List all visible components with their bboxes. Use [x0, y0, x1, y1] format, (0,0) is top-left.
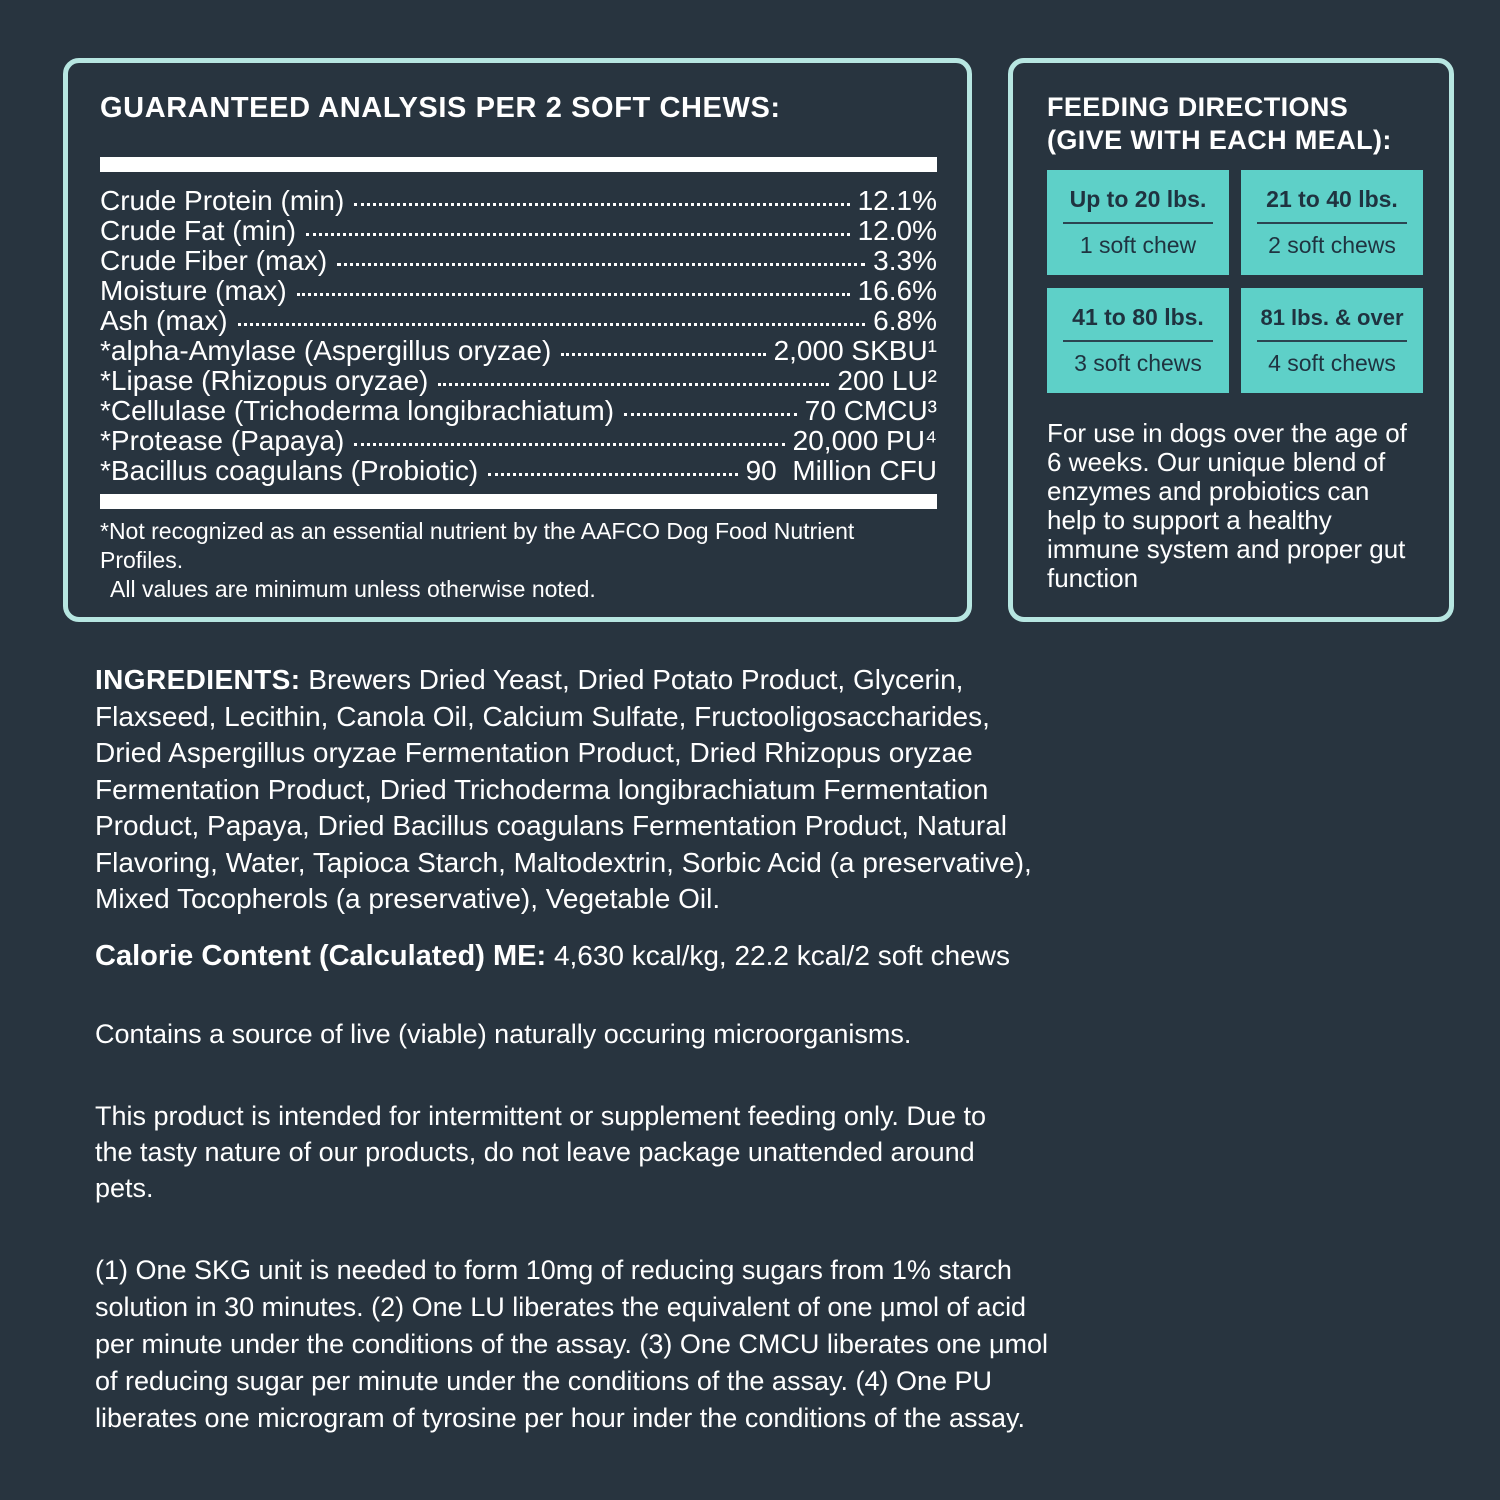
analysis-row-label: *alpha-Amylase (Aspergillus oryzae) — [100, 335, 552, 366]
dotted-leader — [624, 413, 797, 416]
calorie-label: Calorie Content (Calculated) ME: — [95, 939, 547, 972]
dotted-leader — [438, 383, 829, 386]
contains-statement: Contains a source of live (viable) naturally occuring microorganisms. — [95, 1018, 912, 1049]
calorie-content-line — [95, 940, 1170, 973]
dotted-leader — [354, 203, 849, 206]
analysis-row — [100, 456, 937, 486]
analysis-row — [100, 306, 937, 336]
analysis-row-label: *Protease (Papaya) — [100, 425, 345, 456]
feeding-directions-title: FEEDING DIRECTIONS (GIVE WITH EACH MEAL): — [1047, 92, 1392, 155]
analysis-row — [100, 216, 937, 246]
analysis-row-value: 200 LU² — [837, 365, 937, 396]
analysis-row-value: 6.8% — [873, 305, 937, 336]
feeding-box-up-to-20 — [1047, 170, 1229, 275]
box-separator — [1257, 222, 1407, 224]
ingredients-label: INGREDIENTS: — [95, 664, 301, 695]
feeding-boxes-grid — [1047, 170, 1423, 393]
dotted-leader — [238, 323, 866, 326]
analysis-row-label: *Bacillus coagulans (Probiotic) — [100, 455, 479, 486]
analysis-row — [100, 186, 937, 216]
analysis-row-value: 2,000 SKBU¹ — [773, 335, 937, 366]
chew-amount: 4 soft chews — [1268, 349, 1396, 376]
analysis-footnote-line2: All values are minimum unless otherwise noted. — [110, 576, 596, 602]
dotted-leader — [306, 233, 850, 236]
analysis-row-label: Ash (max) — [100, 305, 228, 336]
analysis-row-label: *Lipase (Rhizopus oryzae) — [100, 365, 429, 396]
weight-range: 21 to 40 lbs. — [1266, 186, 1398, 212]
feeding-box-21-40 — [1241, 170, 1423, 275]
analysis-row-label: Moisture (max) — [100, 275, 287, 306]
analysis-row-label: Crude Protein (min) — [100, 185, 345, 216]
analysis-row — [100, 276, 937, 306]
dotted-leader — [354, 443, 784, 446]
chew-amount: 1 soft chew — [1079, 232, 1197, 258]
chew-amount: 3 soft chews — [1074, 350, 1202, 376]
weight-range: 81 lbs. & over — [1260, 304, 1404, 330]
analysis-row-value: 90 Million CFU — [745, 455, 937, 486]
dotted-leader — [337, 263, 865, 266]
analysis-row-value: 70 CMCU³ — [804, 395, 937, 426]
divider-bar-bottom — [100, 494, 937, 509]
guaranteed-analysis-title: GUARANTEED ANALYSIS PER 2 SOFT CHEWS: — [100, 92, 781, 124]
chew-amount: 2 soft chews — [1268, 232, 1396, 258]
feeding-directions-panel — [1008, 58, 1454, 622]
label-body — [95, 662, 1170, 1437]
analysis-row-value: 20,000 PU⁴ — [792, 425, 937, 456]
analysis-row — [100, 396, 937, 426]
analysis-row — [100, 366, 937, 396]
analysis-row — [100, 246, 937, 276]
weight-range: 41 to 80 lbs. — [1072, 304, 1204, 330]
analysis-row — [100, 336, 937, 366]
analysis-row-label: *Cellulase (Trichoderma longibrachiatum) — [100, 395, 615, 426]
weight-range: Up to 20 lbs. — [1069, 186, 1207, 212]
box-separator — [1063, 340, 1213, 342]
analysis-row-value: 3.3% — [873, 245, 937, 276]
analysis-row — [100, 426, 937, 456]
calorie-value: 4,630 kcal/kg, 22.2 kcal/2 soft chews — [553, 939, 1010, 971]
analysis-row-value: 12.1% — [857, 185, 937, 216]
ingredients-paragraph — [95, 662, 1060, 918]
divider-bar-top — [100, 157, 937, 172]
box-separator — [1063, 222, 1213, 224]
feeding-box-41-80 — [1047, 288, 1229, 393]
analysis-row-label: Crude Fiber (max) — [100, 245, 328, 276]
intermittent-feeding-note: This product is intended for intermittent or supplement feeding only. Due to the tasty nature of our products, do not leave package unattended around pets. — [95, 1100, 986, 1203]
analysis-footnote — [100, 517, 937, 604]
unit-definition-footnotes: (1) One SKG unit is needed to form 10mg of reducing sugars from 1% starch solution in 30 minutes. (2) One LU liberates the equivalent of one μmol of acid per minute under the conditions of the assay. (3) One CMCU liberates one μmol of reducing sugar per minute under the conditions of the assay. (4) One PU liberates one microgram of tyrosine per hour inder the conditions of the assay. — [95, 1254, 1049, 1433]
ingredients-text: Brewers Dried Yeast, Dried Potato Product, Glycerin, Flaxseed, Lecithin, Canola Oil, Calcium Sulfate, Fructooligosaccharides, Dried Aspergillus oryzae Fermentation Product, Dried Rhizopus oryzae Fermentation Product, Dried Trichoderma longibrachiatum Fermentation Product, Papaya, Dried Bacillus coagulans Fermentation Product, Natural Flavoring, Water, Tapioca Starch, Maltodextrin, Sorbic Acid (a preservative), Mixed Tocopherols (a preservative), Vegetable Oil. — [95, 664, 1032, 914]
analysis-table — [100, 186, 937, 486]
analysis-row-value: 16.6% — [857, 275, 937, 306]
dotted-leader — [297, 293, 850, 296]
feeding-box-81-over — [1241, 288, 1423, 393]
dotted-leader — [488, 473, 737, 476]
analysis-footnote-line1: *Not recognized as an essential nutrient by the AAFCO Dog Food Nutrient Profiles. — [100, 518, 855, 573]
feeding-usage-note: For use in dogs over the age of 6 weeks. Our unique blend of enzymes and probiotics can help to support a healthy immune system and proper gut function — [1047, 418, 1407, 593]
guaranteed-analysis-panel — [63, 58, 972, 622]
box-separator — [1257, 340, 1407, 342]
dotted-leader — [561, 353, 765, 356]
analysis-row-value: 12.0% — [857, 215, 937, 246]
analysis-row-label: Crude Fat (min) — [100, 215, 297, 246]
